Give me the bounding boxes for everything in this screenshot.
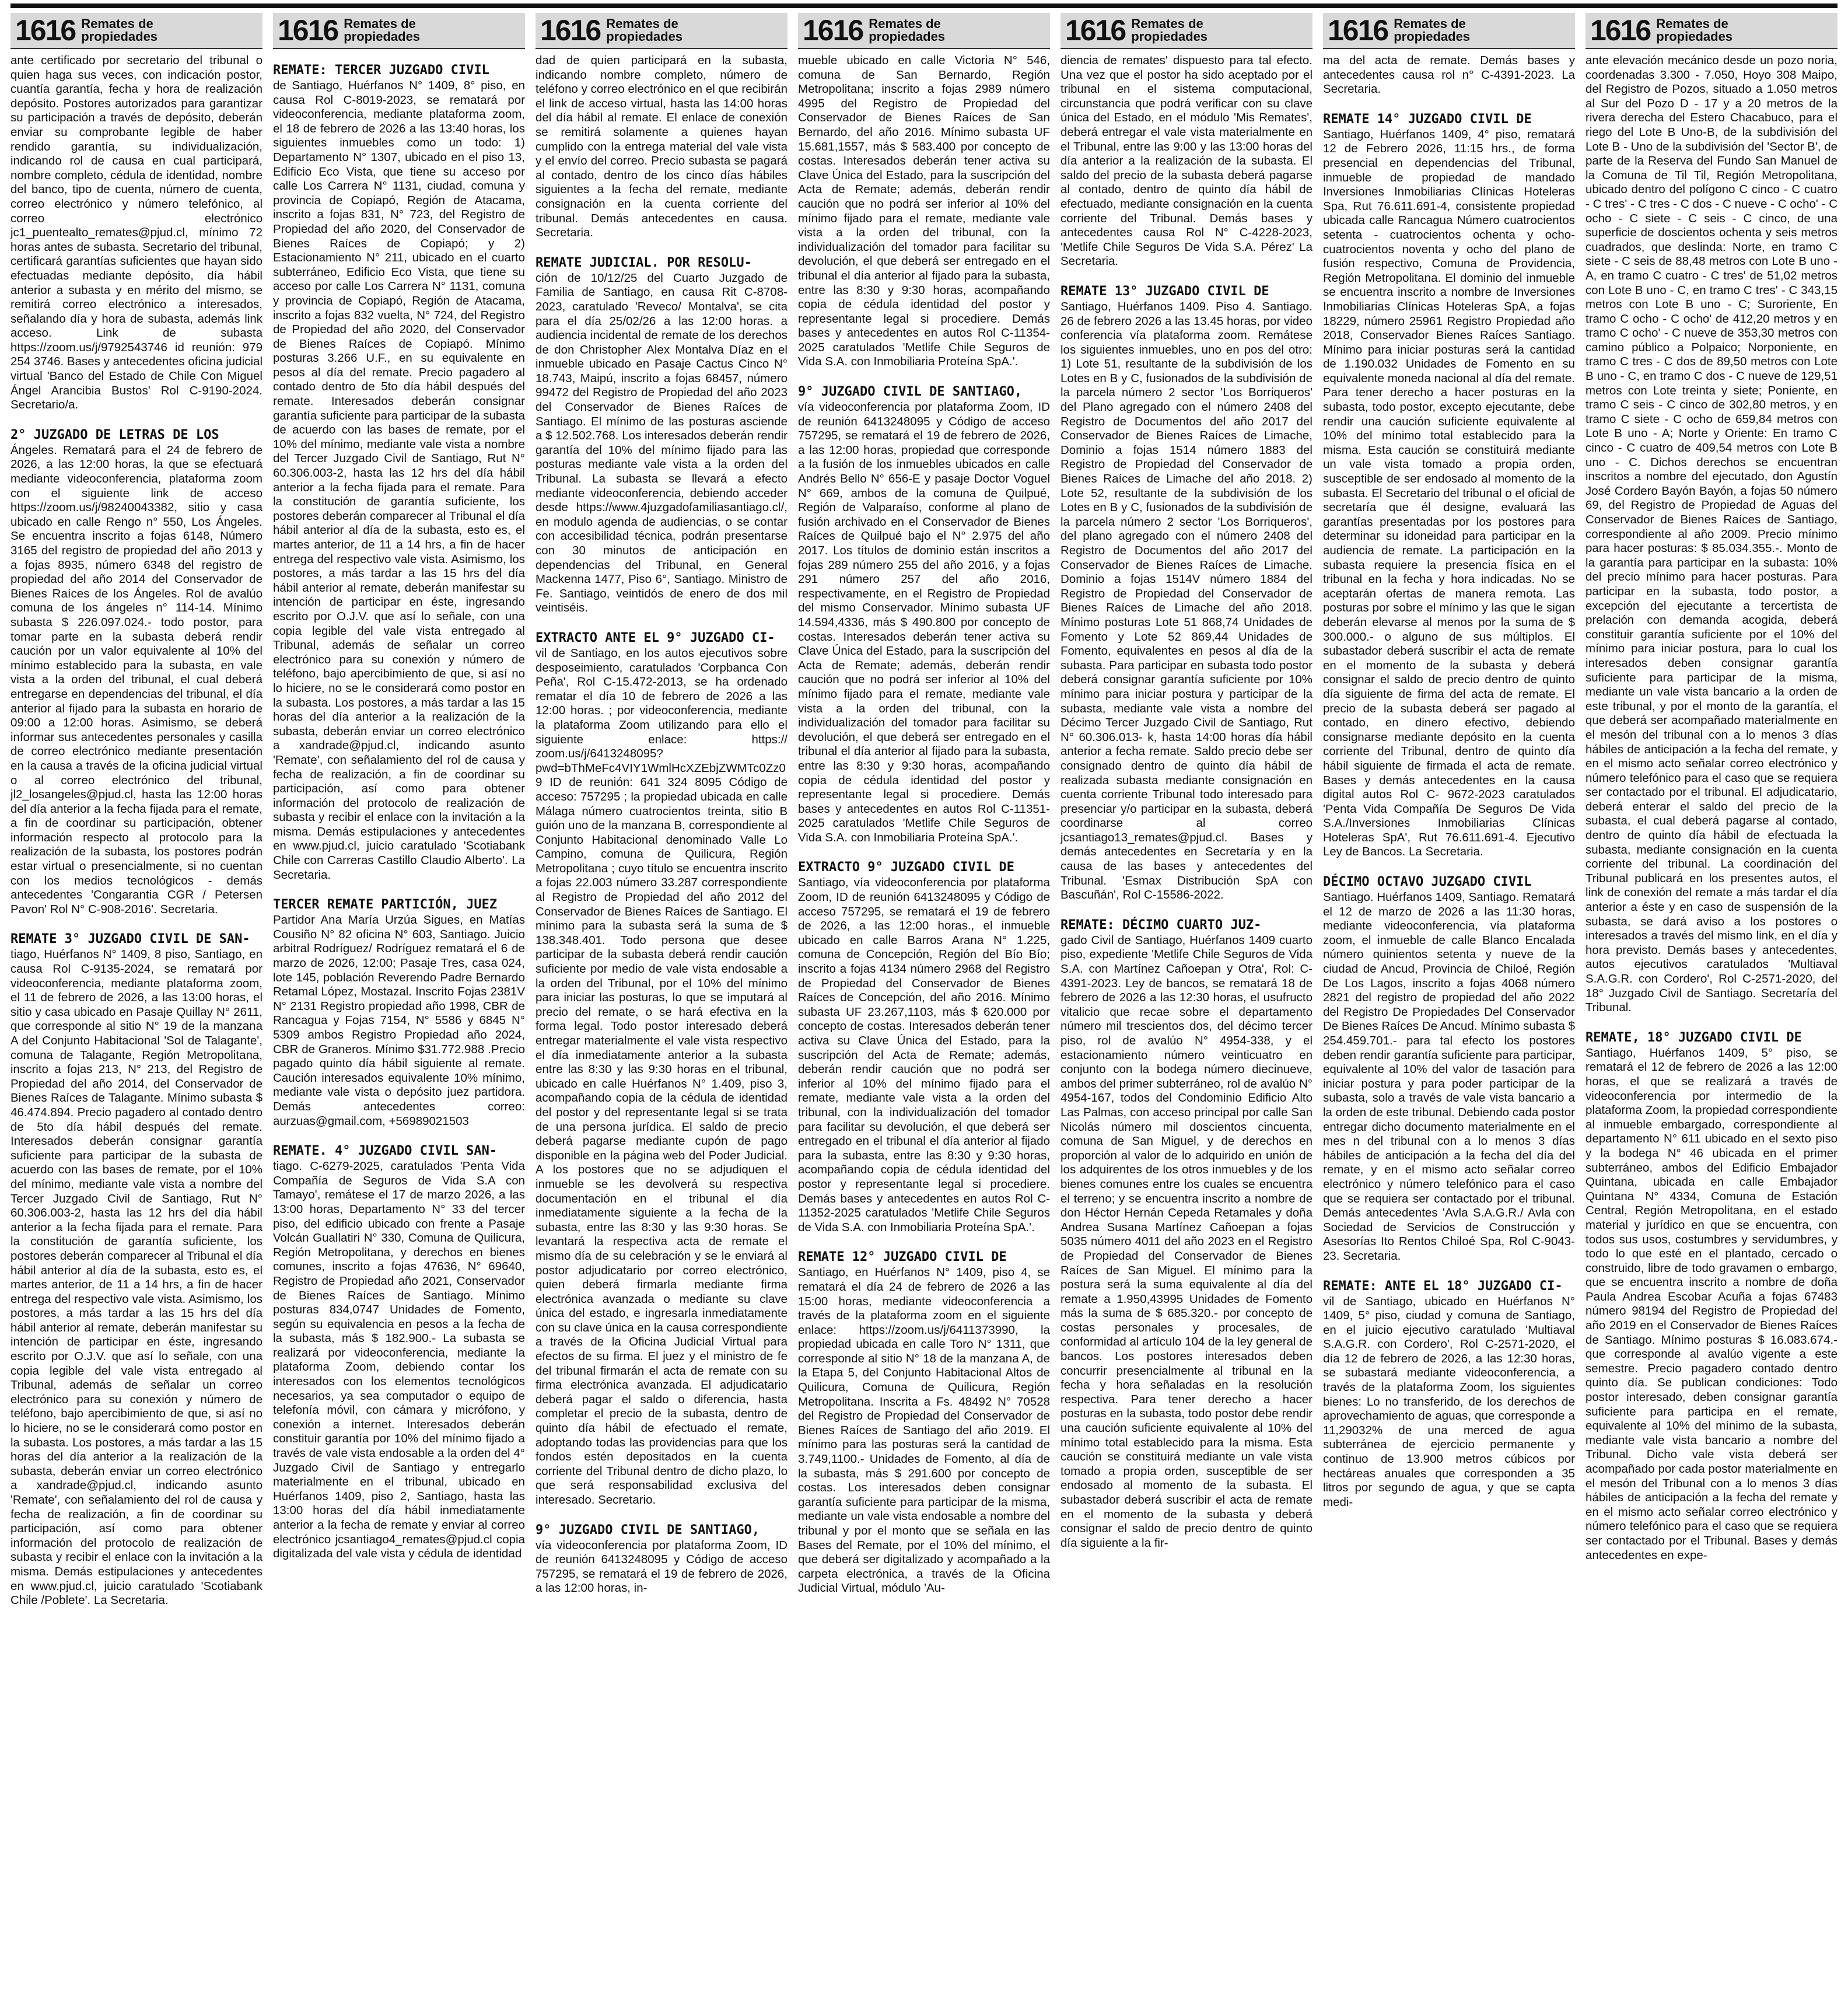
notice-heading: REMATE JUDICIAL. POR RESOLU- [536, 255, 752, 270]
notice-text: ante elevación mecánico desde un pozo noria, coordenadas 3.300 - 7.050, Hoyo 308 Maipo, del Registro de Pozos, situado a 1.050 metros al Sur del Pozo D - 17 y a 20 metros de la rivera derecha del Estero Chacabuco, para el riego del Lote B Uno-B, de la subdivisión del Lote B - Uno de la subdivisión del 'Sector B', de parte de la Reserva del Fundo San Manuel de la Comuna de Til Til, Región Metropolitana, ubicado dentro del polígono C cinco - C cuatro - C tres' - C tres - C dos - C nueve - C ocho' - C ocho - C siete - C seis - C cinco, de una superficie de doscientos ochenta y seis metros cuadrados, que deslinda: Norte, en tramo C siete - C seis de 88,48 metros con Lote B uno - A, en tramo C cuatro - C tres' de 51,02 metros con Lote B uno - C, en tramo C tres' - C 343,15 metros con Lote B uno - C; Suroriente, En tramo C ocho - C ocho' de 412,20 metros y en tramo C ocho' - C nueve de 353,30 metros con camino público a Polpaico; Norponiente, en tramo C tres - C dos de 89,50 metros con Lote B uno - C, en tramo C dos - C nueve de 129,51 metros con Lote treinta y siete; Poniente, en tramo C seis - C cinco de 302,80 metros, y en tramo C siete - C ocho de 659,84 metros con Lote B uno - A; Norte y Oriente: En tramo C cinco - C cuatro de 409,54 metros con Lote B uno - C. Dichos derechos se encuentran inscritos a nombre del ejecutado, don Agustín José Cordero Bayón Bayón, a fojas 50 número 69, del Registro de Propiedad de Aguas del Conservador de Bienes Raíces de Santiago, correspondiente al año 2009. Precio mínimo para hacer posturas: $ 85.034.355.-. Monto de la garantía para participar en la subasta: 10% del precio mínimo para hacer posturas. Para participar en la subasta, todo postor, a excepción del ejecutante a tercertista de prelación con demanda acogida, deberá constituir garantía suficiente por el 10% del mínimo para iniciar postura, para lo cual los interesados deben consignar garantía suficiente para participar de la misma, mediante un vale vista bancario a la orden de este tribunal, y por el monto de la garantía, el que deberá ser acompañado materialmente en el mesón del tribunal con a lo menos 3 días hábiles de anticipación a la fecha del remate, y en el mismo acto señalar correo electrónico y número telefónico para el caso que se requiera ser contactado por el tribunal. El adjudicatario, deberá enterar el saldo del precio de la subasta, el cual deberá pagarse al contado, dentro de quinto día hábil de efectuada la subasta, mediante consignación en la cuenta corriente del tribunal. La coordinación del Tribunal publicará en los presentes autos, el link de conexión del remate a más tardar el día anterior a éste y en caso de suspensión de la subasta, se dará aviso a los postores o interesados a través del mismo link, en el día y hora previsto. Demás bases y antecedentes, autos ejecutivos caratulados 'Multiaval S.A.G.R. con Cordero', Rol C-2571-2020, del 18° Juzgado Civil de Santiago. Secretaría del Tribunal. [1586, 54, 1838, 1015]
column-2 [273, 13, 525, 1993]
columns-container [10, 13, 1838, 1993]
auction-notice [1586, 54, 1838, 1015]
notice-heading: EXTRACTO 9° JUZGADO CIVIL DE [798, 860, 1014, 875]
auction-notice [798, 860, 1050, 1235]
auction-notice [1323, 54, 1575, 97]
notice-text: dad de quien participará en la subasta, indicando nombre completo, número de teléfono y correo electrónico en el que recibirán el link de acceso virtual, hasta las 14:00 horas del día hábil al remate. El enlace de conexión se remitirá solamente a quienes hayan cumplido con la entrega material del vale vista y el envío del correo. Precio subasta se pagará al contado, dentro de los cinco días hábiles siguientes a la fecha del remate, mediante consignación en la cuenta corriente del tribunal. Demás antecedentes en causa. Secretaria. [536, 54, 788, 240]
auction-notice [798, 1250, 1050, 1596]
notice-text: tiago. C-6279-2025, caratulados 'Penta Vida Compañía de Seguros de Vida S.A con Tamayo', remátese el 17 de marzo 2026, a las 13:00 horas, Departamento N° 33 del tercer piso, del edificio ubicado con frente a Pasaje Volcán Guallatiri N° 330, Comuna de Quilicura, Región Metropolitana, y derechos en bienes comunes, inscrito a fojas 47636, N° 69640, Registro de Propiedad año 2021, Conservador de Bienes Raíces de Santiago. Mínimo posturas 834,0747 Unidades de Fomento, según su equivalencia en pesos a la fecha de la subasta, más $ 182.900.- La subasta se realizará por videoconferencia, mediante la plataforma Zoom, debiendo contar los interesados con los elementos tecnológicos necesarios, ya sea computador o equipo de telefonía móvil, con cámara y micrófono, y conexión a internet. Interesados deberán constituir garantía por 10% del mínimo fijado a través de vale vista endosable a la orden del 4° Juzgado Civil de Santiago y entregarlo materialmente en el tribunal, ubicado en Huérfanos 1409, piso 2, Santiago, hasta las 13:00 horas del día hábil inmediatamente anterior a la fecha de remate y enviar al correo electrónico jcsantiago4_remates@pjud.cl copia digitalizada del vale vista y cédula de identidad [273, 1159, 525, 1561]
section-title-line-2: propiedades [344, 29, 421, 44]
section-title-line-2: propiedades [1656, 29, 1733, 44]
notice-text: ción de 10/12/25 del Cuarto Juzgado de Familia de Santiago, en causa Rit C-8708-2023, caratulado 'Reveco/ Montalva', se cita para el día 25/02/26 a las 12:00 horas. a audiencia incidental de remate de los derechos de don Christopher Alex Montalva Díaz en el inmueble ubicado en Pasaje Cactus Cinco N° 18.743, Maipú, inscrito a fojas 68457, número 99472 del Registro de Propiedad del año 2023 del Conservador de Bienes Raíces de Santiago. El mínimo de las posturas asciende a $ 12.502.768. Los interesados deberán rendir garantía del 10% del mínimo fijado para las posturas mediante vale vista a la orden del Tribunal. La subasta se llevará a efecto mediante videoconferencia, debiendo acceder desde https://www.4juzgadofamiliasantiago.cl/, en modulo agenda de audiencias, o se contar con accesibilidad técnica, podrán presentarse con 30 minutos de anticipación en dependencias del Tribunal, en General Mackenna 1477, Piso 6°, Santiago. Ministro de Fe. Santiago, veintidós de enero de dos mil veintiséis. [536, 271, 788, 615]
notice-text: Santiago, Huérfanos 1409, 4° piso, rematará 12 de Febrero 2026, 11:15 hrs., de forma presencial en dependencias del Tribunal, inmueble de propiedad de mandado Inversiones Inmobiliarias Clínicas Hoteleras Spa, Rut 76.611.691-4, consistente propiedad ubicada calle Rancagua Número cuatrocientos setenta - cuatrocientos ochenta y ocho- cuatrocientos noventa y ocho del plano de fusión respectivo, Comuna de Providencia, Región Metropolitana. El dominio del inmueble se encuentra inscrito a nombre de Inversiones Inmobiliarias Clínicas Hoteleras SpA, a fojas 18229, número 25961 Registro Propiedad año 2018, Conservador Bienes Raíces Santiago. Mínimo para iniciar posturas será la cantidad de 1.190.032 Unidades de Fomento en su equivalente moneda nacional al día del remate. Para tener derecho a hacer posturas en la subasta, todo postor, excepto ejecutante, debe rendir una caución suficiente equivalente al 10% del mínimo total establecido para la misma. Esta caución se constituirá mediante un vale vista tomado a propia orden, susceptible de ser endosado al momento de la subasta. El Secretario del tribunal o el oficial de secretaría que él designe, evaluará las garantías presentadas por los postores para determinar su idoneidad para participar en la audiencia de remate. La participación en la subasta requiere la presencia física en el tribunal en la fecha y hora indicadas. No se aceptarán ofertas de manera remota. Las posturas por sobre el mínimo y las que le sigan deberán elevarse al menos por la suma de $ 300.000.- o alguno de sus múltiplos. El subastador deberá suscribir el acta de remate en el momento de la subasta y deberá consignar el saldo de precio dentro de quinto día siguiente de firma del acta de remate. El precio de la subasta deberá ser pagado al contado, en dinero efectivo, debiendo consignarse mediante depósito en la cuenta corriente del Tribunal, dentro de quinto día hábil siguiente de firmada el acta de remate. Bases y demás antecedentes en la causa digital autos Rol C- 9672-2023 caratulados 'Penta Vida Compañía De Seguros De Vida S.A./Inversiones Inmobiliarias Clínicas Hoteleras SpA', Rut 76.611.691-4. Ejecutivo Ley de Bancos. La Secretaria. [1323, 127, 1575, 859]
column-body [798, 49, 1050, 1596]
auction-notice [1060, 918, 1312, 1551]
page-number: 1616 [15, 14, 76, 47]
column-7 [1586, 13, 1838, 1993]
notice-text: vía videoconferencia por plataforma Zoom, ID de reunión 6413248095 y Código de acceso 757295, se rematará el 19 de febrero de 2026, a las 12:00 horas, propiedad que corresponde a la fusión de los inmuebles ubicados en calle Andrés Bello N° 656-E y pasaje Doctor Voguel N° 669, ambos de la comuna de Quilpué, Región de Valparaíso, conforme al plano de fusión archivado en el Conservador de Bienes Raíces de Quilpué bajo el N° 2.975 del año 2017. Los títulos de dominio están inscritos a fojas 289 número 255 del año 2016, y a fojas 291 número 257 del año 2016, respectivamente, en el Registro de Propiedad del mismo Conservador. Mínimo subasta UF 14.594,4336, más $ 490.800 por concepto de costas. Interesados deberán tener activa su Clave Única del Estado, para la suscripción del Acta de Remate; además, deberán rendir caución que no podrá ser inferior al 10% del mínimo fijado para el remate, mediante vale vista a la orden del tribunal, con la individualización del tomador para facilitar su devolución, el que deberá ser entregado en el tribunal el día anterior al fijado para la subasta, entre las 8:30 y 9:30 horas, acompañando copia de cédula identidad del postor y representante legal si procediere. Demás bases y antecedentes en autos Rol C-11351-2025 caratulados 'Metlife Chile Seguros de Vida S.A. con Inmobiliaria Proteína SpA.'. [798, 400, 1050, 844]
notice-text: Santiago, Huérfanos 1409, 5° piso, se rematará el 12 de febrero de 2026 a las 12:00 horas, el que se realizará a través de videoconferencia por intermedio de la plataforma Zoom, la propiedad correspondiente al inmueble embargado, correspondiente al departamento N° 611 ubicado en el sexto piso y la bodega N° 46 ubicada en el primer subterráneo, ambos del Edificio Embajador Quintana, ubicada en calle Embajador Quintana N° 4334, Comuna de Estación Central, Región Metropolitana, en el estado material y jurídico en que se encuentra, con todos sus usos, costumbres y servidumbres, y todo lo que esté en el plantado, cercado o construido, libre de todo gravamen o embargo, que se encuentra inscrito a nombre de doña Paula Andrea Escobar Acuña a fojas 67483 número 98194 del Registro de Propiedad del año 2019 en el Conservador de Bienes Raíces de Santiago. Mínimo posturas $ 16.083.674.- que corresponde al avalúo vigente a este semestre. Precio pagadero contado dentro quinto día. Se publican condiciones: Todo postor interesado, deben consignar garantía suficiente para participa en el remate, equivalente al 10% del mínimo de la subasta, mediante vale vista bancario a nombre del Tribunal. Dicho vale vista deberá ser acompañado por cada postor materialmente en el mesón del Tribunal con a lo menos 3 días hábiles de anticipación a la fecha del remate y en el mismo acto señalar correo electrónico y número telefónico para el caso que se requiera ser contactado por el Tribunal. Bases y demás antecedentes en expe- [1586, 1046, 1838, 1562]
notice-text: de Santiago, Huérfanos N° 1409, 8° piso, en causa Rol C-8019-2023, se rematará por videoconferencia, mediante plataforma zoom, el 18 de febrero de 2026 a las 13:40 horas, los siguientes inmuebles como un todo: 1) Departamento N° 1307, ubicado en el piso 13, Edificio Eco Vista, que tiene su acceso por calle Los Carrera N° 1131, ciudad, comuna y provincia de Copiapó, Región de Atacama, inscrito a fojas 831, N° 723, del Registro de Propiedad del año 2020, del Conservador de Bienes Raíces de Copiapó; y 2) Estacionamiento N° 211, ubicado en el cuarto subterráneo, Edificio Eco Vista, que tiene su acceso por calle Los Carrera N° 1131, comuna y provincia de Copiapó, Región de Atacama, inscrito a fojas 832 vuelta, N° 724, del Registro de Propiedad del año 2020, del Conservador de Bienes Raíces de Copiapó. Mínimo posturas 3.266 U.F., en su equivalente en pesos al día del remate. Precio pagadero al contado dentro de 5to día hábil después del remate. Interesados deberán consignar garantía suficiente para participar de la subasta de acuerdo con las bases de remate, por el 10% del mínimo, mediante vale vista a nombre del Tercer Juzgado Civil de Santiago, Rut N° 60.306.003-2, hasta las 12 hrs del día hábil anterior a la fecha fijada para el remate. Para la constitución de garantía suficiente, los postores deberán comparecer al Tribunal el día hábil anterior al día de la subasta, esto es, el martes anterior, de 11 a 14 hrs, a fin de hacer entrega del respectivo vale vista. Asimismo, los postores, a más tardar a las 15 hrs del día hábil anterior al remate, deberán manifestar su intención de participar en éste, ingresando escrito por O.J.V. que así lo señale, con una copia legible del vale vista entregado al Tribunal, además de señalar un correo electrónico para su conexión y número de teléfono, bajo apercibimiento de que, si así no lo hiciere, no se le considerará como postor en la subasta. Los postores, a más tardar a las 15 horas del día anterior a la realización de la subasta, deberán enviar un correo electrónico a xandrade@pjud.cl, indicando asunto 'Remate', con señalamiento del rol de causa y fecha de realización, a fin de coordinar su participación, así como para obtener información del protocolo de realización de subasta y recibir el enlace con la invitación a la misma. Demás estipulaciones y antecedentes en www.pjud.cl, juicio caratulado 'Scotiabank Chile con Carreras Castillo Claudio Alberto'. La Secretaria. [273, 79, 525, 882]
column-header [1586, 13, 1838, 49]
auction-notice [273, 63, 525, 882]
column-header [10, 13, 262, 49]
auction-notice [536, 1523, 788, 1596]
section-title-line-1: Remates de [606, 16, 678, 31]
column-body [1060, 49, 1312, 1550]
column-1 [10, 13, 262, 1993]
auction-notice [273, 1144, 525, 1561]
notice-heading: DÉCIMO OCTAVO JUZGADO CIVIL [1323, 875, 1532, 890]
auction-notice [536, 631, 788, 1508]
page-number: 1616 [540, 14, 601, 47]
page-number: 1616 [1590, 14, 1651, 47]
auction-notice [798, 54, 1050, 369]
section-title [606, 18, 694, 43]
auction-notice [536, 256, 788, 616]
section-title-line-2: propiedades [81, 29, 158, 44]
column-body [1323, 49, 1575, 1509]
column-header [273, 13, 525, 49]
column-body [1586, 49, 1838, 1563]
notice-heading: EXTRACTO ANTE EL 9° JUZGADO CI- [536, 630, 775, 645]
notice-text: Santiago, en Huérfanos N° 1409, piso 4, se rematará el día 24 de febrero de 2026 a las 15:00 horas, mediante videoconferencia a través de la plataforma zoom en el siguiente enlace: https://zoom.us/j/6411373990, la propiedad ubicada en calle Toro N° 1311, que corresponde al sitio N° 18 de la manzana A, de la Etapa 5, del Conjunto Habitacional Altos de Quilicura, Comuna de Quilicura, Región Metropolitana. Inscrita a Fs. 48492 N° 70528 del Registro de Propiedad del Conservador de Bienes Raíces de Santiago del año 2019. El mínimo para las posturas será la cantidad de 3.749,1100.- Unidades de Fomento, al día de la subasta, más $ 291.600 por concepto de costas. Los interesados deben consignar garantía suficiente para participar de la misma, mediante un vale vista endosable a nombre del tribunal y por el monto que se señala en las Bases del Remate, por el 10% del mínimo, el que deberá ser digitalizado y acompañado a la carpeta electrónica, a través de la Oficina Judicial Virtual, módulo 'Au- [798, 1266, 1050, 1595]
section-title [1394, 18, 1481, 43]
column-5 [1060, 13, 1312, 1993]
column-header [1323, 13, 1575, 49]
notice-heading: REMATE 12° JUZGADO CIVIL DE [798, 1250, 1007, 1265]
section-title [1656, 18, 1744, 43]
notice-heading: REMATE, 18° JUZGADO CIVIL DE [1586, 1030, 1802, 1045]
section-title [1131, 18, 1219, 43]
notice-heading: TERCER REMATE PARTICIÓN, JUEZ [273, 897, 498, 913]
column-body [273, 49, 525, 1561]
column-header [536, 13, 788, 49]
top-rule [10, 4, 1838, 8]
auction-notice [273, 897, 525, 1128]
notice-heading: REMATE 13° JUZGADO CIVIL DE [1060, 284, 1269, 299]
page-number: 1616 [1328, 14, 1388, 47]
notice-heading: REMATE 3° JUZGADO CIVIL DE SAN- [10, 932, 250, 947]
notice-heading: REMATE: DÉCIMO CUARTO JUZ- [1060, 917, 1262, 932]
notice-text: vía videoconferencia por plataforma Zoom, ID de reunión 6413248095 y Código de acceso 757295, se rematará el 19 de febrero de 2026, a las 12:00 horas, in- [536, 1538, 788, 1595]
notice-heading: 9° JUZGADO CIVIL DE SANTIAGO, [536, 1522, 760, 1537]
section-title [344, 18, 431, 43]
notice-text: Ángeles. Rematará para el 24 de febrero de 2026, a las 12:00 horas, la que se efectuará mediante videoconferencia, plataforma zoom con el siguiente link de acceso https://zoom.us/j/98240043382, sitio y casa ubicado en calle Rengo n° 550, Los Ángeles. Se encuentra inscrito a fojas 6148, Número 3165 del registro de propiedad del año 2013 y a fojas 8935, número 6348 del registro de propiedad del año 2014 del Conservador de Bienes Raíces de los Ángeles. Rol de avalúo comuna de los ángeles n° 114-14. Mínimo subasta $ 226.097.024.- todo postor, para tomar parte en la subasta deberá rendir caución por un valor equivalente al 10% del mínimo establecido para la subasta, en vale vista a la orden del tribunal, el cual deberá entregarse en dependencias del tribunal, el día anterior al fijado para la subasta en horario de 09:00 a 12:00 horas. Asimismo, se deberá informar sus antecedentes personales y casilla de correo electrónico mediante presentación en la causa a través de la oficina judicial virtual o al correo electrónico del tribunal, jl2_losangeles@pjud.cl, hasta las 12:00 horas del día anterior a la fecha fijada para el remate, a fin de coordinar su participación, obtener información respecto al protocolo para la realización de la subasta, los postores podrán estar virtual o presencialmente, si no cuentan con los medios tecnológicos - demás antecedentes 'Congarantia CGR / Petersen Pavon' Rol N° C-908-2016'. Secretaria. [10, 443, 262, 916]
section-title-line-1: Remates de [1656, 16, 1728, 31]
auction-notice [1323, 1279, 1575, 1510]
auction-notice [1060, 54, 1312, 269]
section-title-line-2: propiedades [1131, 29, 1208, 44]
column-header [798, 13, 1050, 49]
auction-notice [1586, 1030, 1838, 1563]
notice-heading: REMATE: ANTE EL 18° JUZGADO CI- [1323, 1278, 1563, 1294]
notice-heading: 9° JUZGADO CIVIL DE SANTIAGO, [798, 385, 1023, 400]
notice-heading: REMATE 14° JUZGADO CIVIL DE [1323, 111, 1532, 127]
notice-heading: REMATE: TERCER JUZGADO CIVIL [273, 63, 489, 78]
section-title-line-1: Remates de [1131, 16, 1203, 31]
page-number: 1616 [278, 14, 338, 47]
notice-text: ma del acta de remate. Demás bases y antecedentes causa rol n° C-4391-2023. La Secretaria. [1323, 54, 1575, 96]
section-title-line-2: propiedades [869, 29, 946, 44]
section-title-line-2: propiedades [1394, 29, 1471, 44]
page-number: 1616 [803, 14, 863, 47]
auction-notice [1323, 112, 1575, 859]
column-header [1060, 13, 1312, 49]
notice-text: gado Civil de Santiago, Huérfanos 1409 cuarto piso, expediente 'Metlife Chile Seguros de Vida S.A. con Martínez Cañoepan y Otra', Rol: C- 4391-2023. Ley de bancos, se rematará 18 de febrero de 2026 a las 12:30 horas, el usufructo vitalicio que recae sobre el departamento número mil trescientos dos, del décimo tercer piso, rol de avalúo N° 4954-338, y el estacionamiento número veinticuatro en conjunto con la bodega número diecinueve, ambos del primer subterráneo, rol de avalúo N° 4954-167, todos del Condominio Edificio Alto Las Palmas, con acceso principal por calle San Nicolás número mil doscientos cincuenta, comuna de San Miguel, y de derechos en proporción al valor de lo adquirido en unión de los adquirentes de los otros inmuebles y de los bienes comunes entre los cuales se encuentra el terreno; y se encuentra inscrito a nombre de don Héctor Hernán Cepeda Retamales y doña Andrea Susana Martínez Cañoepan a fojas 5035 número 4011 del año 2023 en el Registro de Propiedad del Conservador de Bienes Raíces de San Miguel. El mínimo para la postura será la suma equivalente al día del remate a 1.950,43995 Unidades de Fomento más la suma de $ 685.320.- por concepto de costas personales y procesales, de conformidad al artículo 104 de la ley general de bancos. Los postores interesados deben concurrir presencialmente al tribunal en la fecha y hora señaladas en la resolución respectiva. Para tener derecho a hacer posturas en la subasta, todo postor debe rendir una caución suficiente equivalente al 10% del mínimo total establecido para la misma. Esta caución se constituirá mediante un vale vista tomado a propia orden, susceptible de ser endosado al momento de la subasta. El subastador deberá suscribir el acta de remate en el momento de la subasta y deberá consignar el saldo de precio dentro de quinto día siguiente a la fir- [1060, 933, 1312, 1550]
auction-notice [10, 428, 262, 917]
notice-text: diencia de remates' dispuesto para tal efecto. Una vez que el postor ha sido aceptado por el tribunal en el sistema computacional, circunstancia que podrá verificar con su clave única del Estado, en el módulo 'Mis Remates', deberá entregar el vale vista materialmente en el Tribunal, entre las 9:00 y las 13:00 horas del día anterior a la realización de la subasta. El saldo del precio de la subasta deberá pagarse al contado, dentro de quinto día hábil de efectuado, mediante consignación en la cuenta corriente del Tribunal. Demás bases y antecedentes causa Rol N° C-4228-2023, 'Metlife Chile Seguros De Vida S.A. Pérez' La Secretaria. [1060, 54, 1312, 268]
auction-notice [536, 54, 788, 240]
notice-text: Santiago. Huérfanos 1409, Santiago. Rematará el 12 de marzo de 2026 a las 11:30 horas, mediante videoconferencia, vía plataforma zoom, el inmueble de calle Blanco Encalada número quinientos setenta y nueve de la ciudad de Ancud, Provincia de Chiloé, Región De Los Lagos, inscrito a fojas 4068 número 2821 del registro de propiedad del año 2022 del Registro De Propiedades Del Conservador De Bienes Raíces De Ancud. Mínimo subasta $ 254.459.701.- para tal efecto los postores deben rendir garantía suficiente para participar, equivalente al 10% del valor de tasación para iniciar postura y para poder participar de la subasta, solo a través de vale vista bancario a la orden de este tribunal. Debiendo cada postor entregar dicho documento materialmente en el mes n del tribunal con a lo menos 3 días hábiles de anticipación a la fecha del día del remate, y en el mismo acto señalar correo electrónico y número telefónico para el caso que se requiera ser contactado por el tribunal. Demás antecedentes 'Avla S.A.G.R./ Avla con Sociedad de Servicios de Construcción y Asesorías Ito Rentos Chiloé Spa, Rol C-9043-23. Secretaria. [1323, 890, 1575, 1263]
notice-heading: REMATE. 4° JUZGADO CIVIL SAN- [273, 1144, 498, 1159]
auction-notice [798, 385, 1050, 845]
notice-text: ante certificado por secretario del tribunal o quien haga sus veces, con indicación postor, cuantía garantía, fecha y hora de realización depósito. Postores autorizados para garantizar su participación a través de depósito, deberán enviar su comprobante legible de haber rendido garantía, su individualización, indicando rol de causa en cual participará, nombre completo, cédula de identidad, nombre del banco, tipo de cuenta, número de cuenta, correo electrónico y número telefónico, al correo electrónico jc1_puentealto_remates@pjud.cl, mínimo 72 horas antes de subasta. Secretario del tribunal, certificará garantías suficientes que hayan sido efectuadas mediante depósito, día hábil anterior a subasta y en mérito del mismo, se remitirá correo electrónico a interesados, señalando día y hora de subasta, además link acceso. Link de subasta https://zoom.us/j/9792543746 id reunión: 979 254 3746. Bases y antecedentes oficina judicial virtual 'Banco del Estado de Chile Con Miguel Ángel Arancibia Bustos' Rol C-9190-2024. Secretario/a. [10, 54, 262, 412]
section-title [81, 18, 169, 43]
notice-heading: 2° JUZGADO DE LETRAS DE LOS [10, 427, 219, 442]
section-title [869, 18, 956, 43]
notice-text: vil de Santiago, en los autos ejecutivos sobre desposeimiento, caratulados 'Corpbanca Con Peña', Rol C-15.472-2013, se ha ordenado rematar el día 10 de febrero de 2026 a las 12:00 horas. ; por videoconferencia, mediante la plataforma Zoom utilizando para ello el siguiente enlace: https:// zoom.us/j/6413248095? pwd=bThMeFc4VIY1WmlHcXZEbjZWMTc0Zz09 ID de reunión: 641 324 8095 Código de acceso: 757295 ; la propiedad ubicada en calle Málaga número cuatrocientos treinta, sitio B guión uno de la manzana B, correspondiente al Conjunto Habitacional denominado Valle Lo Campino, comuna de Quilicura, Región Metropolitana ; cuyo título se encuentra inscrito a fojas 22.003 número 33.287 correspondiente al Registro de Propiedad del año 2012 del Conservador de Bienes Raíces de Santiago. El mínimo para la subasta será la suma de $ 138.348.401. Todo persona que desee participar de la subasta deberá rendir caución suficiente por medio de vale vista endosable a la orden del Tribunal, por el 10% del mínimo para iniciar las posturas, lo que se imputará al precio del remate, o se hará efectiva en la forma legal. Todo postor interesado deberá entregar materialmente el vale vista respectivo el día inmediatamente anterior a la subasta entre las 8:30 y las 9:30 horas en el tribunal, ubicado en calle Huérfanos N° 1.409, piso 3, acompañando copia de la cédula de identidad del postor y del representante legal si se trata de una persona jurídica. El saldo de precio deberá pagarse mediante cupón de pago disponible en la página web del Poder Judicial. A los postores que no se adjudiquen el inmueble se les devolverá su respectiva documentación en el tribunal el día inmediatamente siguiente a la fecha de la subasta, entre las 8:30 y las 9:30 horas. Se levantará la respectiva acta de remate el mismo día de su celebración y se le enviará al postor adjudicatario por correo electrónico, quien deberá firmarla mediante firma electrónica avanzada o mediante su clave única del estado, e ingresarla inmediatamente con su clave única en la causa correspondiente a través de la Oficina Judicial Virtual para efectos de su firma. El juez y el ministro de fe del tribunal firmarán el acta de remate con su firma electrónica avanzada. El adjudicatario deberá pagar el saldo o diferencia, hasta completar el precio de la subasta, dentro de quinto día hábil de efectuado el remate, adoptando todas las providencias para que los fondos estén depositados en la cuenta corriente del Tribunal dentro de dicho plazo, lo que será responsabilidad exclusiva del interesado. Secretario. [536, 646, 788, 1507]
section-title-line-1: Remates de [344, 16, 416, 31]
page-number: 1616 [1065, 14, 1126, 47]
column-6 [1323, 13, 1575, 1993]
notice-text: Partidor Ana María Urzúa Sigues, en Matías Cousiño N° 82 oficina N° 603, Santiago. Juicio arbitral Rodríguez/ Rodríguez rematará el 6 de marzo de 2026, 12:00; Pasaje Tres, casa 024, lote 145, población Reverendo Padre Bernardo Retamal López, Mostazal. Inscrito Fojas 2381V N° 2131 Registro propiedad año 1998, CBR de Rancagua y Fojas 7154, N° 5586 y 6845 N° 5309 ambos Registro Propiedad año 2024, CBR de Graneros. Mínimo $31.772.988 .Precio pagado quinto día hábil siguiente al remate. Caución interesados equivalente 10% mínimo, mediante vale vista o depósito juez partidora. Demás antecedentes correo: aurzuas@gmail.com, +56989021503 [273, 913, 525, 1128]
section-title-line-1: Remates de [869, 16, 941, 31]
notice-text: mueble ubicado en calle Victoria N° 546, comuna de San Bernardo, Región Metropolitana; inscrito a fojas 2989 número 4995 del Registro de Propiedad del Conservador de Bienes Raíces de San Bernardo, del año 2016. Mínimo subasta UF 15.681,1557, más $ 583.400 por concepto de costas. Interesados deberán tener activa su Clave Única del Estado, para la suscripción del Acta de Remate; además, deberán rendir caución que no podrá ser inferior al 10% del mínimo fijado para el remate, mediante vale vista a la orden del tribunal, con la individualización del tomador para facilitar su devolución, el que deberá ser entregado en el tribunal el día anterior al fijado para la subasta, entre las 8:30 y 9:30 horas, acompañando copia de cédula identidad del postor y representante legal si procediere. Demás bases y antecedentes en autos Rol C-11354-2025 caratulados 'Metlife Chile Seguros de Vida S.A. con Inmobiliaria Proteína SpA.'. [798, 54, 1050, 369]
column-body [536, 49, 788, 1596]
auction-notice [10, 932, 262, 1607]
section-title-line-1: Remates de [1394, 16, 1466, 31]
column-body [10, 49, 262, 1608]
section-title-line-1: Remates de [81, 16, 153, 31]
notice-text: Santiago, Huérfanos 1409. Piso 4. Santiago. 26 de febrero 2026 a las 13.45 horas, por video conferencia vía plataforma zoom. Remátese los siguientes inmuebles, uno en pos del otro: 1) Lote 51, resultante de la subdivisión de los Lotes en B y C, fusionados de la subdivisión de la parcela número 2 sector 'Los Borriqueros' del Plano agregado con el número 2408 del Registro de Documentos del año 2017 del Conservador de Bienes Raíces de Limache, Dominio a fojas 1514 número 1883 del Registro de Propiedad del Conservador de Bienes Raíces de Limache del año 2018. 2) Lote 52, resultante de la subdivisión de los Lotes en B y C, fusionados de la subdivisión de la parcela número 2 sector 'Los Borriqueros', del plano agregado con el número 2408 del Registro de Documentos del año 2017 del Conservador de Bienes Raíces de Limache. Dominio a fojas 1514V número 1884 del Registro de Propiedad del Conservador de Bienes Raíces de Limache del año 2018. Mínimo posturas Lote 51 868,74 Unidades de Fomento y Lote 52 869,44 Unidades de Fomento, equivalentes en pesos al día de la subasta. Para participar en subasta todo postor deberá consignar garantía suficiente por 10% mínimo para iniciar postura y participar de la subasta, mediante vale vista a nombre del Décimo Tercer Juzgado Civil de Santiago, Rut N° 60.306.013- k, hasta 14:00 horas día hábil anterior a fecha remate. Saldo precio debe ser consignado dentro de quinto día hábil de realizada subasta mediante consignación en cuenta corriente Tribunal todo interesado para presenciar y/o participar en la subasta, deberá coordinarse al correo jcsantiago13_remates@pjud.cl. Bases y demás antecedentes en Secretaría y en la causa de las bases y antecedentes del Tribunal. 'Esmax Distribución SpA con Bascuñán', Rol C-15586-2022. [1060, 299, 1312, 902]
column-4 [798, 13, 1050, 1993]
notice-text: tiago, Huérfanos N° 1409, 8 piso, Santiago, en causa Rol C-9135-2024, se rematará por videoconferencia, mediante plataforma zoom, el 11 de febrero de 2026, a las 13:00 horas, el sitio y casa ubicado en Pasaje Quillay N° 2611, que corresponde al sitio N° 19 de la manzana A del Conjunto Habitacional 'Sol de Talagante', comuna de Talagante, Región Metropolitana, inscrito a fojas 213, N° 213, del Registro de Propiedad del año 2014, del Conservador de Bienes Raíces de Talagante. Mínimo subasta $ 46.474.894. Precio pagadero al contado dentro de 5to día hábil después del remate. Interesados deberán consignar garantía suficiente para participar de la subasta de acuerdo con las bases de remate, por el 10% del mínimo, mediante vale vista a nombre del Tercer Juzgado Civil de Santiago, Rut N° 60.306.003-2, hasta las 12 hrs del día hábil anterior a la fecha fijada para el remate. Para la constitución de garantía suficiente, los postores deberán comparecer al Tribunal el día hábil anterior al día de la subasta, esto es, el martes anterior, de 11 a 14 hrs, a fin de hacer entrega del respectivo vale vista. Asimismo, los postores, a más tardar a las 15 hrs del día hábil anterior al remate, deberán manifestar su intención de participar en éste, ingresando escrito por O.J.V. que así lo señale, con una copia legible del vale vista entregado al Tribunal, además de señalar un correo electrónico para su conexión y número de teléfono, bajo apercibimiento de que, si así no lo hiciere, no se le considerará como postor en la subasta. Los postores, a más tardar a las 15 horas del día anterior a la realización de la subasta, deberán enviar un correo electrónico a xandrade@pjud.cl, indicando asunto 'Remate', con señalamiento del rol de causa y fecha de realización, a fin de coordinar su participación, así como para obtener información del protocolo de realización de subasta y recibir el enlace con la invitación a la misma. Demás estipulaciones y antecedentes en www.pjud.cl, juicio caratulado 'Scotiabank Chile /Poblete'. La Secretaria. [10, 948, 262, 1607]
notice-text: vil de Santiago, ubicado en Huérfanos N° 1409, 5° piso, ciudad y comuna de Santiago, en el juicio ejecutivo caratulado 'Multiaval S.A.G.R. con Cordero', Rol C-2571-2020, el día 12 de febrero de 2026, a las 12:30 horas, se subastará mediante videoconferencia, a través de la plataforma Zoom, los siguientes bienes: Lo no transferido, de los derechos de aprovechamiento de aguas, que corresponde a 11,29032% de una merced de agua subterránea de ejercicio permanente y continuo de 13.900 metros cúbicos por hectáreas anuales que corresponden a 35 litros por segundo de agua, y que se capta medi- [1323, 1294, 1575, 1509]
notice-text: Santiago, vía videoconferencia por plataforma Zoom, ID de reunión 6413248095 y Código de acceso 757295, se rematará el 19 de febrero de 2026, a las 12:00 horas., el inmueble ubicado en calle Barros Arana N° 1.225, comuna de Concepción, Región del Bío Bío; inscrito a fojas 4134 número 2968 del Registro de Propiedad del Conservador de Bienes Raíces de Concepción, del año 2016. Mínimo subasta UF 23.267,1103, más $ 620.000 por concepto de costas. Interesados deberán tener activa su Clave Única del Estado, para la suscripción del Acta de Remate; además, deberán rendir caución que no podrá ser inferior al 10% del mínimo fijado para el remate, mediante vale vista a la orden del tribunal, con la individualización del tomador para facilitar su devolución, el que deberá ser entregado en el tribunal el día anterior al fijado para la subasta, entre las 8:30 y 9:30 horas, acompañando copia de cédula identidad del postor y representante legal si procediere. Demás bases y antecedentes en autos Rol C-11352-2025 caratulados 'Metlife Chile Seguros de Vida S.A. con Inmobiliaria Proteína SpA.'. [798, 876, 1050, 1234]
auction-notice [1060, 284, 1312, 903]
column-3 [536, 13, 788, 1993]
section-title-line-2: propiedades [606, 29, 683, 44]
auction-notice [1323, 875, 1575, 1263]
auction-notice [10, 54, 262, 413]
